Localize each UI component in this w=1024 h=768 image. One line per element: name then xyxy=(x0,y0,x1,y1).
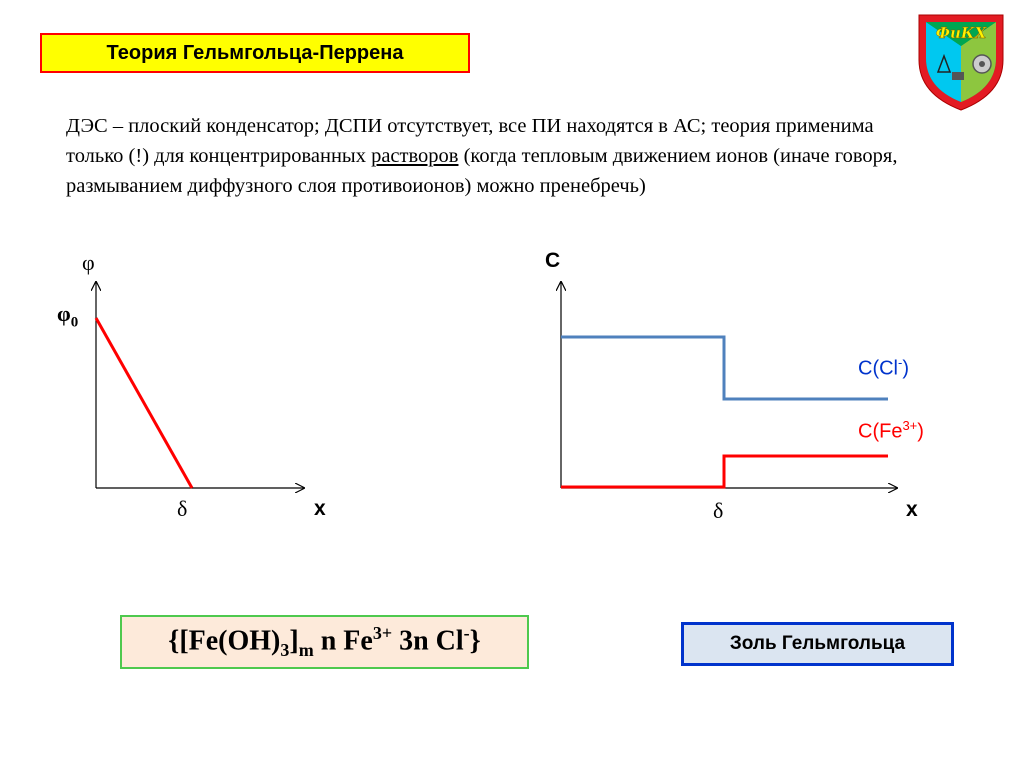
slide-title xyxy=(40,33,470,73)
cl-series-label xyxy=(858,355,909,381)
concentration-axis-label: C xyxy=(545,249,561,272)
formula-part-b: ] xyxy=(289,625,299,657)
cl-label-sup: - xyxy=(898,355,903,370)
sol-label: Золь Гельмгольца xyxy=(729,633,906,654)
fe-label-sup: 3+ xyxy=(902,418,918,433)
fe-label-main: C(Fe xyxy=(858,420,903,443)
cl-label-main: C(Cl xyxy=(858,357,898,380)
cl-label-end: ) xyxy=(902,357,910,380)
micelle-formula-box xyxy=(120,615,529,669)
potential-x-label: x xyxy=(314,497,326,520)
phi0-label xyxy=(57,301,78,331)
potential-line xyxy=(96,318,192,488)
fe-concentration-line xyxy=(561,456,888,487)
formula-part-c: n Fe xyxy=(313,625,373,657)
fe-series-label xyxy=(858,418,924,444)
concentration-delta-label: δ xyxy=(713,498,724,523)
body-text-underlined: растворов xyxy=(371,145,459,167)
body-text-part2: (когда тепловым движением ионов (иначе говоря, размыванием диффузного слоя противоионов) можно пренебречь) xyxy=(66,145,898,197)
phi0-subscript: 0 xyxy=(70,314,79,331)
body-text-part1: ДЭС – плоский конденсатор; ДСПИ отсутствует, все ПИ находятся в АС; теория применима только (!) для концентрированных xyxy=(66,115,874,167)
body-paragraph xyxy=(66,111,926,201)
concentration-x-label: x xyxy=(906,498,918,521)
formula-sub-3: 3 xyxy=(280,639,290,660)
sol-label-box xyxy=(681,622,954,666)
potential-delta-label: δ xyxy=(177,496,188,521)
formula-part-d: 3n Cl xyxy=(392,625,464,657)
formula-sup-minus: - xyxy=(463,623,470,644)
logo-text: ФиКХ xyxy=(935,24,987,42)
cl-concentration-line xyxy=(561,337,888,399)
micelle-formula xyxy=(168,623,480,661)
formula-part-a: {[Fe(OH) xyxy=(168,625,281,657)
formula-part-e: } xyxy=(469,625,481,657)
phi-axis-label: φ xyxy=(82,250,95,275)
phi0-symbol: φ xyxy=(57,301,71,326)
formula-sub-m: m xyxy=(298,639,314,660)
fe-label-end: ) xyxy=(917,420,924,443)
slide-title-text: Теория Гельмгольца-Перрена xyxy=(106,41,404,64)
formula-sup-3plus: 3+ xyxy=(372,623,393,644)
faculty-shield-logo-icon xyxy=(916,12,1006,112)
